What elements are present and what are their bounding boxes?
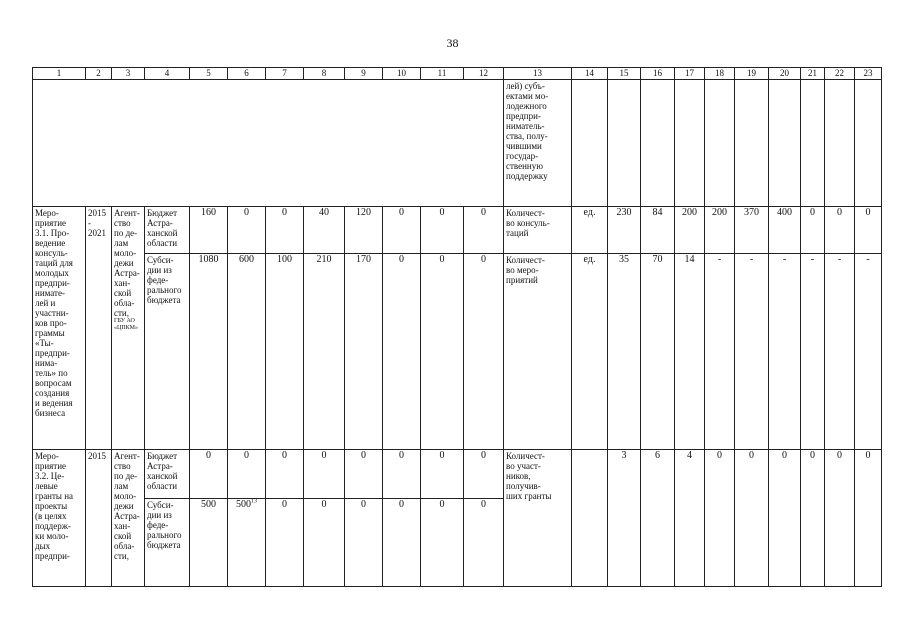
funding-value: 0 (421, 254, 464, 450)
continuation-row (33, 80, 882, 207)
indicator-unit: ед. (572, 254, 608, 450)
target-value: 230 (608, 207, 641, 254)
measure-years: 2015 - 2021 (86, 207, 112, 450)
column-number: 2 (86, 68, 112, 80)
column-number: 22 (825, 68, 855, 80)
measure-name: Меро- приятие 3.1. Про- ведение консуль- таций для молодых предпри- нимате- лей и участни- ков про- граммы «Ты- предпри- нима- тель» по вопросам создания и ведения бизнеса (33, 207, 86, 450)
funding-value: 210 (304, 254, 345, 450)
column-number: 16 (641, 68, 675, 80)
empty-cell (572, 80, 608, 207)
target-value: - (735, 254, 769, 450)
funding-value: 40 (304, 207, 345, 254)
funding-value: 100 (266, 254, 304, 450)
funding-value: 0 (464, 499, 504, 587)
column-number: 12 (464, 68, 504, 80)
indicator-unit: ед. (572, 207, 608, 254)
funding-value: 0 (345, 499, 383, 587)
column-number: 14 (572, 68, 608, 80)
funding-value: 0 (383, 499, 421, 587)
column-number: 10 (383, 68, 421, 80)
funding-value: 0 (228, 207, 266, 254)
indicator-continuation: лей) субъ- ектами мо- лодежного предпри- ниматель- ства, полу- чившими государ- ственную поддержку (504, 80, 572, 207)
funding-value: 0 (266, 450, 304, 499)
target-value: 3 (608, 450, 641, 587)
funding-value: 600 (228, 254, 266, 450)
target-value: - (769, 254, 801, 450)
funding-value: 0 (304, 499, 345, 587)
column-number: 3 (112, 68, 145, 80)
funding-source: Субси- дии из феде- рального бюджета (145, 254, 190, 450)
indicator-name: Количест- во меро- приятий (504, 254, 572, 450)
column-number: 23 (855, 68, 882, 80)
target-value: 0 (801, 450, 825, 587)
funding-value: 0 (190, 450, 228, 499)
measure-executor: Агент- ство по де- лам моло- дежи Астра- хан- ской обла- сти, (112, 450, 145, 587)
empty-cell (675, 80, 705, 207)
target-value: 0 (735, 450, 769, 587)
funding-value: 0 (421, 499, 464, 587)
column-number: 7 (266, 68, 304, 80)
target-value: 0 (855, 450, 882, 587)
column-number: 13 (504, 68, 572, 80)
executor-text: Агент- ство по де- лам моло- дежи Астра- хан- ской обла- сти, (114, 208, 140, 318)
empty-merged-cell (33, 80, 504, 207)
funding-value: 0 (464, 207, 504, 254)
funding-value: 1080 (190, 254, 228, 450)
column-number-row (33, 68, 882, 80)
target-value: 400 (769, 207, 801, 254)
empty-cell (801, 80, 825, 207)
column-number: 17 (675, 68, 705, 80)
target-value: 4 (675, 450, 705, 587)
empty-cell (735, 80, 769, 207)
funding-value: 160 (190, 207, 228, 254)
funding-value: 0 (383, 450, 421, 499)
measure-years: 2015 (86, 450, 112, 587)
funding-value: 120 (345, 207, 383, 254)
target-value: - (855, 254, 882, 450)
target-value: 0 (769, 450, 801, 587)
column-number: 1 (33, 68, 86, 80)
funding-value: 0 (464, 450, 504, 499)
page-number: 38 (446, 36, 459, 50)
funding-value-with-footnote (228, 499, 266, 587)
funding-value: 0 (383, 254, 421, 450)
indicator-name: Количест- во участ- ников, получив- ших гранты (504, 450, 572, 587)
column-number: 6 (228, 68, 266, 80)
measure-3-2-regional-row (33, 450, 882, 499)
empty-cell (608, 80, 641, 207)
column-number: 4 (145, 68, 190, 80)
column-number: 19 (735, 68, 769, 80)
funding-value: 170 (345, 254, 383, 450)
column-number: 15 (608, 68, 641, 80)
column-number: 5 (190, 68, 228, 80)
executor-org: ГБУ АО «ЦПКМ» (114, 318, 139, 331)
target-value: - (825, 254, 855, 450)
funding-value: 0 (266, 499, 304, 587)
measure-3-1-federal-row (33, 254, 882, 450)
column-number: 8 (304, 68, 345, 80)
target-value: 35 (608, 254, 641, 450)
empty-cell (641, 80, 675, 207)
funding-value: 0 (421, 207, 464, 254)
target-value: 200 (705, 207, 735, 254)
target-value: - (705, 254, 735, 450)
measure-3-1-regional-row (33, 207, 882, 254)
target-value: 0 (825, 450, 855, 587)
empty-cell (825, 80, 855, 207)
indicator-name: Количест- во консуль- таций (504, 207, 572, 254)
target-value: 0 (705, 450, 735, 587)
program-measures-table (32, 67, 882, 587)
column-number: 18 (705, 68, 735, 80)
target-value: 6 (641, 450, 675, 587)
funding-value: 0 (383, 207, 421, 254)
column-number: 11 (421, 68, 464, 80)
empty-cell (855, 80, 882, 207)
footnote-mark: 13 (251, 498, 257, 505)
target-value: 14 (675, 254, 705, 450)
measure-executor (112, 207, 145, 450)
target-value: 84 (641, 207, 675, 254)
target-value: 0 (855, 207, 882, 254)
target-value: 200 (675, 207, 705, 254)
funding-value: 0 (304, 450, 345, 499)
column-number: 21 (801, 68, 825, 80)
target-value: - (801, 254, 825, 450)
measure-name: Меро- приятие 3.2. Це- левые гранты на проекты (в целях поддерж- ки моло- дых предпри- (33, 450, 86, 587)
target-value: 0 (801, 207, 825, 254)
target-value: 0 (825, 207, 855, 254)
funding-source: Бюджет Астра- ханской области (145, 207, 190, 254)
funding-value: 500 (190, 499, 228, 587)
funding-value: 0 (345, 450, 383, 499)
funding-value: 0 (464, 254, 504, 450)
empty-cell (769, 80, 801, 207)
funding-value: 0 (266, 207, 304, 254)
funding-source: Субси- дии из феде- рального бюджета (145, 499, 190, 587)
column-number: 20 (769, 68, 801, 80)
funding-value: 500 (236, 499, 251, 510)
funding-source: Бюджет Астра- ханской области (145, 450, 190, 499)
funding-value: 0 (228, 450, 266, 499)
funding-value: 0 (421, 450, 464, 499)
target-value: 70 (641, 254, 675, 450)
indicator-unit (572, 450, 608, 587)
target-value: 370 (735, 207, 769, 254)
column-number: 9 (345, 68, 383, 80)
empty-cell (705, 80, 735, 207)
